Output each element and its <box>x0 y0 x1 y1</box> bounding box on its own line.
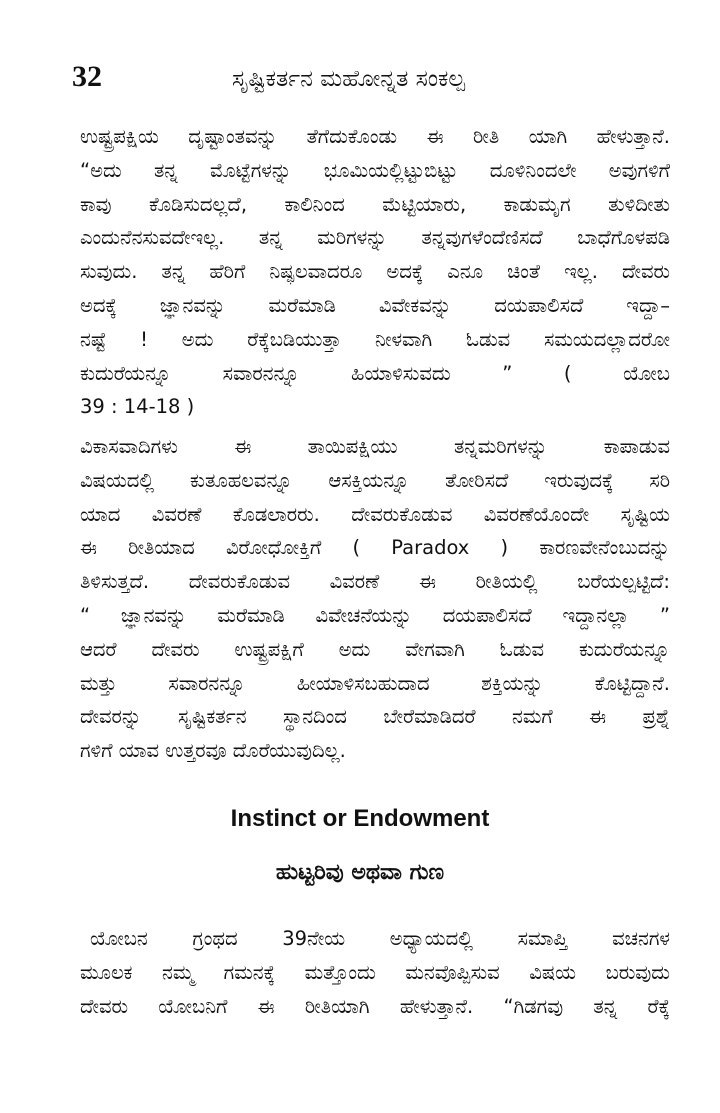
text-line: ಸುವುದು. ತನ್ನ ಹೆರಿಗೆ ನಿಷ್ಫಲವಾದರೂ ಅದಕ್ಕೆ ಎನೂ ಚಿಂತೆ ಇಲ್ಲ. ದೇವರು <box>80 260 670 284</box>
text-line: ಮತ್ತು ಸವಾರನನ್ನೂ ಹೀಯಾಳಿಸಬಹುದಾದ ಶಕ್ತಿಯನ್ನು ಕೊಟ್ಟಿದ್ದಾನೆ. <box>80 671 670 695</box>
text-line: ಉಷ್ಟ್ರಪಕ್ಷಿಯ ದೃಷ್ಟಾಂತವನ್ನು ತೆಗೆದುಕೊಂಡು ಈ ರೀತಿ ಯಾಗಿ ಹೇಳುತ್ತಾನೆ. <box>80 125 670 148</box>
section-subheading: ಹುಟ್ಟರಿವು ಅಥವಾ ಗುಣ <box>275 860 445 885</box>
text-line: ಯಾದ ವಿವರಣೆ ಕೊಡಲಾರರು. ದೇವರುಕೊಡುವ ವಿವರಣೆಯೊಂದೇ ಸೃಷ್ಟಿಯ <box>80 502 670 526</box>
text-line: ದೇವರು ಯೋಬನಿಗೆ ಈ ರೀತಿಯಾಗಿ ಹೇಳುತ್ತಾನೆ. “ಗಿಡಗವು ತನ್ನ ರೆಕ್ಕೆ <box>80 994 670 1018</box>
text-line: ಕುದುರೆಯನ್ನೂ ಸವಾರನನ್ನೂ ಹಿಯಾಳಿಸುವದು ” ( ಯೋಬ <box>80 361 670 385</box>
paragraph-evolutionists <box>80 430 670 768</box>
running-title: ಸೃಷ್ಟಿಕರ್ತನ ಮಹೋನ್ನತ ಸಂಕಲ್ಪ <box>232 66 466 92</box>
section-heading: Instinct or Endowment <box>230 805 490 832</box>
text-line: ನಷ್ಟೆ ! ಅದು ರೆಕ್ಕೆಬಡಿಯುತ್ತಾ ನೀಳವಾಗಿ ಓಡುವ ಸಮಯದಲ್ಲಾದರೋ <box>80 327 670 351</box>
text-line: “ ಜ್ಞಾನವನ್ನು ಮರೆಮಾಡಿ ವಿವೇಚನೆಯನ್ನು ದಯಪಾಲಿಸದೆ ಇದ್ದಾನಲ್ಲಾ ” <box>80 603 670 627</box>
page-number: 32 <box>72 60 102 93</box>
text-line: ಎಂದುನೆನಸುವದೇಇಲ್ಲ. ತನ್ನ ಮರಿಗಳನ್ನು ತನ್ನವುಗಳೆಂದೆಣಿಸದೆ ಬಾಧೆಗೊಳಪಡಿ <box>80 226 670 250</box>
text-line: ವಿಕಾಸವಾದಿಗಳು ಈ ತಾಯಿಪಕ್ಷಿಯು ತನ್ನಮರಿಗಳನ್ನು ಕಾಪಾಡುವ <box>80 435 670 458</box>
text-line: ವಿಷಯದಲ್ಲಿ ಕುತೂಹಲವನ್ನೂ ಆಸಕ್ತಿಯನ್ನೂ ತೋರಿಸದೆ ಇರುವುದಕ್ಕೆ ಸರಿ <box>80 468 670 492</box>
page-header <box>0 58 720 98</box>
paragraph-job-39 <box>80 922 670 1023</box>
text-line: “ಅದು ತನ್ನ ಮೊಟ್ಟೆಗಳನ್ನು ಭೂಮಿಯಲ್ಲಿಟ್ಟುಬಿಟ್ಟು ದೂಳಿನಿಂದಲೇ ಅವುಗಳಿಗೆ <box>80 158 670 182</box>
text-line: ದೇವರನ್ನು ಸೃಷ್ಟಿಕರ್ತನ ಸ್ಥಾನದಿಂದ ಬೇರೆಮಾಡಿದರೆ ನಮಗೆ ಈ ಪ್ರಶ್ನೆ <box>80 705 670 729</box>
text-line: ಕಾವು ಕೊಡಿಸುದಲ್ಲದೆ, ಕಾಲಿನಿಂದ ಮೆಟ್ಟಿಯಾರು, ಕಾಡುಮೃಗ ತುಳಿದೀತು <box>80 192 670 216</box>
text-line: 39 : 14-18 ) <box>80 395 195 419</box>
text-line: ಆದರೆ ದೇವರು ಉಷ್ಟ್ರಪಕ್ಷಿಗೆ ಅದು ವೇಗವಾಗಿ ಓಡುವ ಕುದುರೆಯನ್ನೂ <box>80 637 670 661</box>
text-line: ತಿಳಿಸುತ್ತದೆ. ದೇವರುಕೊಡುವ ವಿವರಣೆ ಈ ರೀತಿಯಲ್ಲಿ ಬರೆಯಲ್ಪಟ್ಟಿದೆ: <box>80 570 670 594</box>
text-line: ಗಳಿಗೆ ಯಾವ ಉತ್ತರವೂ ದೊರೆಯುವುದಿಲ್ಲ. <box>80 739 346 763</box>
text-line: ಈ ರೀತಿಯಾದ ವಿರೋಧೋಕ್ತಿಗೆ ( Paradox ) ಕಾರಣವೇನೆಂಬುದನ್ನು <box>80 536 670 560</box>
text-line: ಅದಕ್ಕೆ ಜ್ಞಾನವನ್ನು ಮರೆಮಾಡಿ ವಿವೇಕವನ್ನು ದಯಪಾಲಿಸದೆ ಇದ್ದಾ– <box>80 293 670 317</box>
paragraph-ostrich <box>80 120 670 424</box>
text-line: ಯೋಬನ ಗ್ರಂಥದ 39ನೇಯ ಅಧ್ಯಾಯದಲ್ಲಿ ಸಮಾಪ್ತಿ ವಚನಗಳ <box>90 927 670 950</box>
text-line: ಮೂಲಕ ನಮ್ಮ ಗಮನಕ್ಕೆ ಮತ್ತೊಂದು ಮನವೊಪ್ಪಿಸುವ ವಿಷಯ ಬರುವುದು <box>80 960 670 984</box>
